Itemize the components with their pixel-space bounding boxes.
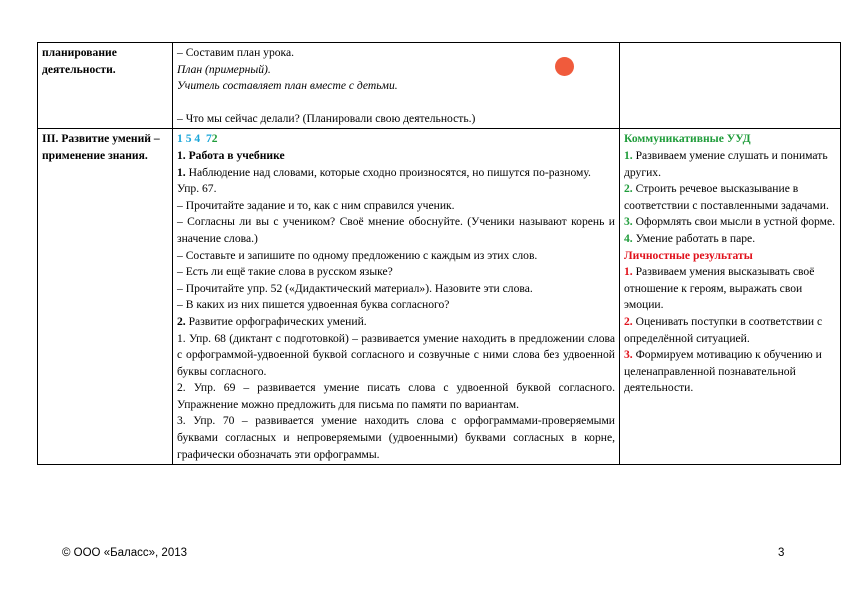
result-item: 4. Умение работать в паре. [624,231,756,245]
content-line: План (примерный). [177,62,271,76]
results-cell [620,43,841,129]
content-line: – Есть ли ещё такие слова в русском языке? [177,265,393,279]
code: 2 [211,132,218,146]
stage-label: планирование деятельности. [42,46,117,76]
table-row [38,43,841,129]
content-line: – В каких из них пишется удвоенная буква согласного? [177,298,450,312]
content-line: 2. Упр. 69 – развивается умение писать слова с удвоенной буквой согласного. Упражнение можно предложить для письма по памяти по вариантам. [177,381,615,411]
content-line: – Что мы сейчас делали? (Планировали свою деятельность.) [177,111,476,125]
result-item: 1. Развиваем умения высказывать своё отношение к героям, выражать свои эмоции. [624,265,815,312]
stage-cell [38,129,173,465]
lesson-table [37,42,841,465]
content-line: 1. Наблюдение над словами, которые сходно произносятся, но пишутся по-разному. [177,165,591,179]
content-line: – Составим план урока. [177,46,295,59]
result-item: 3. Оформлять свои мысли в устной форме. [624,215,836,229]
content-line: – Согласны ли вы с учеником? Своё мнение обоснуйте. (Ученики называют корень и значение слова.) [177,215,615,245]
content-line: 1. Упр. 68 (диктант с подготовкой) – развивается умение находить в предложении слова с орфограммой-удвоенной буквой согласного и созвучные с ними слова без удвоенной буквы согласного. [177,331,615,378]
result-item: 2. Строить речевое высказывание в соответствии с поставленными задачами. [624,182,829,212]
content-line: Упр. 67. [177,182,217,196]
code: 4 [194,132,201,146]
results-heading: Коммуникативные УУД [624,132,751,146]
code: 5 [185,132,192,146]
section-heading: 1. Работа в учебнике [177,148,285,162]
stage-cell [38,43,173,129]
content-cell [173,43,620,129]
code: 1 [177,132,183,146]
copyright-footer: © ООО «Баласс», 2013 [62,547,188,559]
content-cell [173,129,620,465]
content-line: – Прочитайте упр. 52 («Дидактический материал»). Назовите эти слова. [177,281,533,295]
stage-label: III. Развитие умений – применение знания. [42,132,160,162]
content-line: – Прочитайте задание и то, как с ним справился ученик. [177,198,455,212]
page-number: 3 [778,547,785,559]
results-heading: Личностные результаты [624,248,753,262]
content-line: 3. Упр. 70 – развивается умение находить слова с орфограммами-проверяемыми буквами согласных и непроверяемыми (удвоенными) буквами согласных в корне, графически обозначать эти орфограммы. [177,414,615,461]
content-line: – Составьте и запишите по одному предложению с каждым из этих слов. [177,248,538,262]
results-cell [620,129,841,465]
table-row [38,129,841,465]
code: 7 [206,132,212,146]
activity-codes [177,131,615,148]
result-item: 1. Развиваем умение слушать и понимать других. [624,148,828,179]
result-item: 2. Оценивать поступки в соответствии с определённой ситуацией. [624,314,823,345]
section-heading: 2. Развитие орфографических умений. [177,314,367,328]
result-item: 3. Формируем мотивацию к обучению и целенаправленной познавательной деятельности. [624,348,822,395]
content-line: Учитель составляет план вместе с детьми. [177,79,398,93]
spacer [177,95,615,111]
orange-dot-marker [555,57,574,76]
